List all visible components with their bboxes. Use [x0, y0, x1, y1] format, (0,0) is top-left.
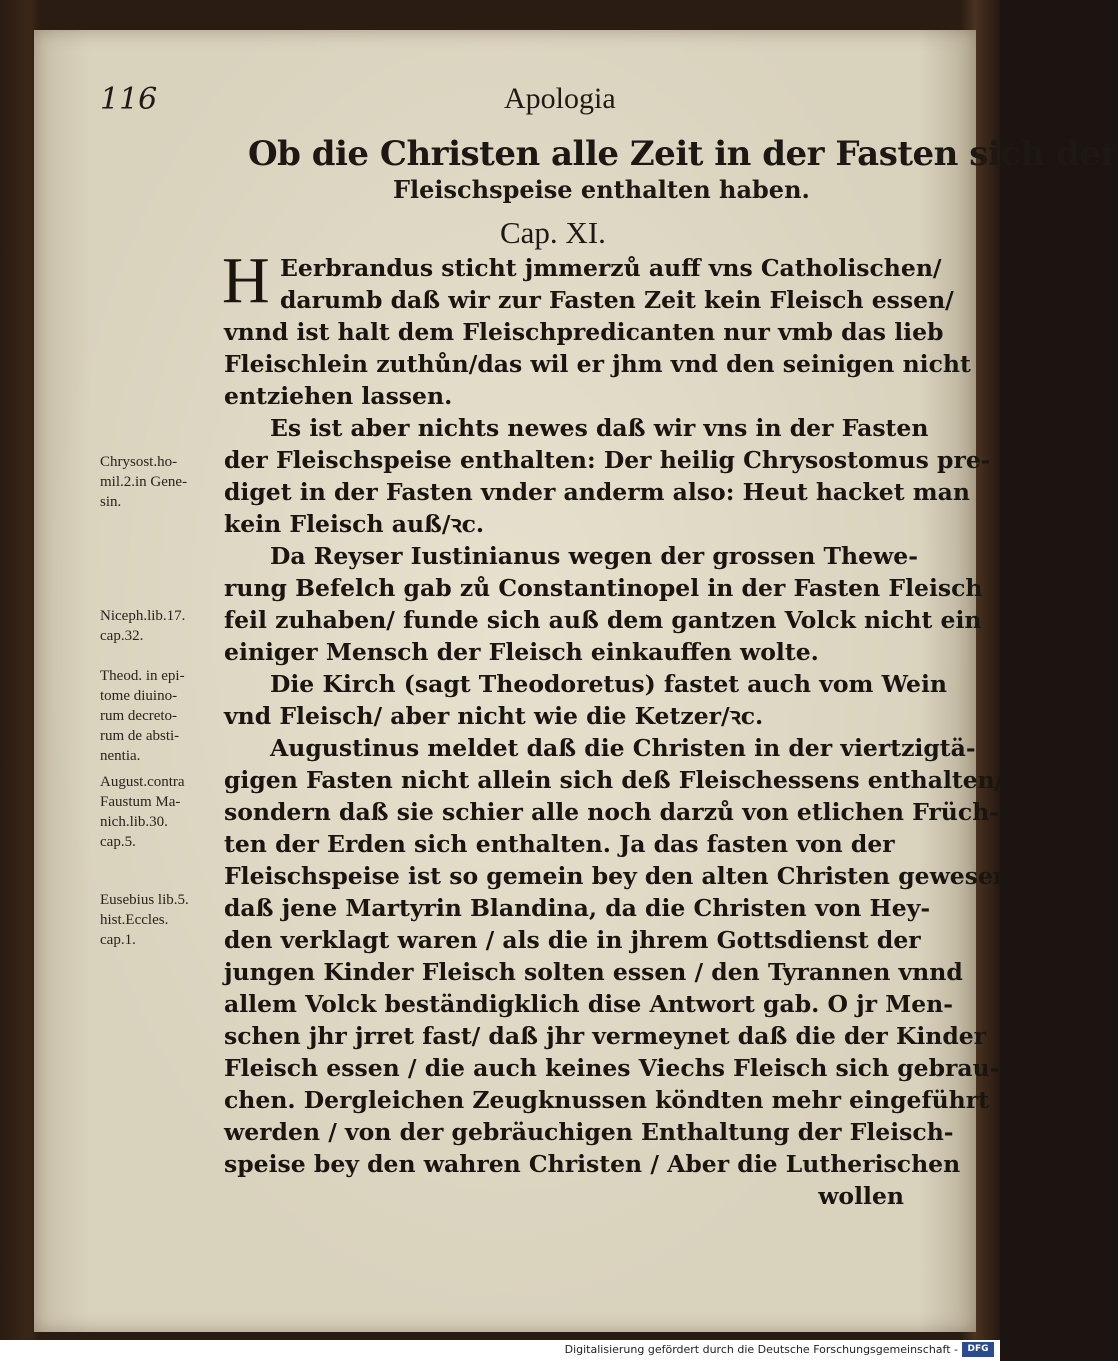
marginal-note-line: rum decreto- [100, 708, 178, 724]
marginal-note-line: Faustum Ma- [100, 794, 181, 810]
text-line: feil zuhaben/ funde sich auß dem gantzen Volck nicht ein [224, 606, 982, 634]
text-line: daß jene Martyrin Blandina, da die Christen von Hey- [224, 894, 931, 922]
drop-initial: H [222, 244, 270, 317]
text-line: kein Fleisch auß/ꝛc. [224, 510, 485, 538]
page-number: 116 [100, 82, 158, 117]
marginal-note-line: cap.32. [100, 628, 144, 644]
chapter-title-line-2: Fleischspeise enthalten haben. [393, 175, 810, 204]
body-text [222, 244, 1019, 1212]
text-line: chen. Dergleichen Zeugknussen köndten mehr eingeführt [224, 1086, 989, 1114]
text-line: Da Reyser Iustinianus wegen der grossen Thewe- [270, 542, 918, 570]
chapter-title-line-1: Ob die Christen alle Zeit in der Fasten sich der [248, 134, 1118, 174]
text-line: jungen Kinder Fleisch solten essen / den Tyrannen vnnd [224, 958, 963, 986]
text-line: Augustinus meldet daß die Christen in der viertzigtä- [270, 734, 976, 762]
text-line: einiger Mensch der Fleisch einkauffen wolte. [224, 638, 819, 666]
marginal-note [100, 606, 224, 646]
marginal-note [100, 890, 224, 950]
running-head: Apologia [504, 82, 616, 115]
marginal-note-line: hist.Eccles. [100, 912, 169, 928]
text-line: diget in der Fasten vnder anderm also: Heut hacket man [224, 478, 970, 506]
dfg-logo: DFG [962, 1342, 994, 1357]
marginal-note-line: nentia. [100, 748, 141, 764]
text-line: gigen Fasten nicht allein sich deß Fleischessens enthalten/ [224, 766, 1004, 794]
marginal-note-line: August.contra [100, 774, 185, 790]
catchword: wollen [818, 1182, 904, 1210]
text-line: Die Kirch (sagt Theodoretus) fastet auch vom Wein [270, 670, 948, 698]
marginal-note-line: Theod. in epi- [100, 668, 185, 684]
text-line: rung Befelch gab zů Constantinopel in der Fasten Fleisch [224, 574, 983, 602]
marginal-note-line: Chrysost.ho- [100, 454, 178, 470]
marginal-note-line: Niceph.lib.17. [100, 608, 186, 624]
text-line: vnnd ist halt dem Fleischpredicanten nur vmb das lieb [224, 318, 944, 346]
marginal-note [100, 772, 224, 852]
marginal-note-line: sin. [100, 494, 122, 510]
text-line: speise bey den wahren Christen / Aber die Lutherischen [224, 1150, 961, 1178]
text-line: den verklagt waren / als die in jhrem Gottsdienst der [224, 926, 921, 954]
text-line: Eerbrandus sticht jmmerzů auff vns Catholischen/ [280, 254, 942, 282]
marginal-note-line: cap.1. [100, 932, 136, 948]
text-line: Fleischspeise ist so gemein bey den alten Christen gewesen/ [224, 862, 1019, 890]
marginal-note-line: Eusebius lib.5. [100, 892, 189, 908]
text-line: darumb daß wir zur Fasten Zeit kein Fleisch essen/ [280, 286, 954, 314]
marginal-note-line: cap.5. [100, 834, 136, 850]
text-line: Es ist aber nichts newes daß wir vns in der Fasten [270, 414, 929, 442]
text-line: schen jhr jrret fast/ daß jhr vermeynet daß die der Kinder [224, 1022, 987, 1050]
text-line: Fleisch essen / die auch keines Viechs Fleisch sich gebrau- [224, 1054, 1000, 1082]
marginal-note-line: mil.2.in Gene- [100, 474, 188, 490]
footer-credit: Digitalisierung gefördert durch die Deutsche Forschungsgemeinschaft - [564, 1343, 958, 1356]
text-line: allem Volck beständigklich dise Antwort gab. O jr Men- [224, 990, 954, 1018]
text-line: vnd Fleisch/ aber nicht wie die Ketzer/ꝛc. [224, 702, 764, 730]
marginal-note [100, 666, 224, 766]
marginal-note-line: rum de absti- [100, 728, 180, 744]
marginal-note-line: tome diuino- [100, 688, 178, 704]
text-line: sondern daß sie schier alle noch darzů von etlichen Früch- [224, 798, 1000, 826]
text-line: der Fleischspeise enthalten: Der heilig Chrysostomus pre- [224, 446, 991, 474]
chapter-number: Cap. XI. [500, 215, 606, 250]
marginal-note-line: nich.lib.30. [100, 814, 168, 830]
marginal-note [100, 452, 224, 512]
text-line: Fleischlein zuthůn/das wil er jhm vnd den seinigen nicht [224, 350, 971, 378]
text-line: werden / von der gebräuchigen Enthaltung der Fleisch- [224, 1118, 954, 1146]
text-line: ten der Erden sich enthalten. Ja das fasten von der [224, 830, 895, 858]
digitization-footer [0, 1340, 1000, 1361]
text-line: entziehen lassen. [224, 382, 453, 410]
